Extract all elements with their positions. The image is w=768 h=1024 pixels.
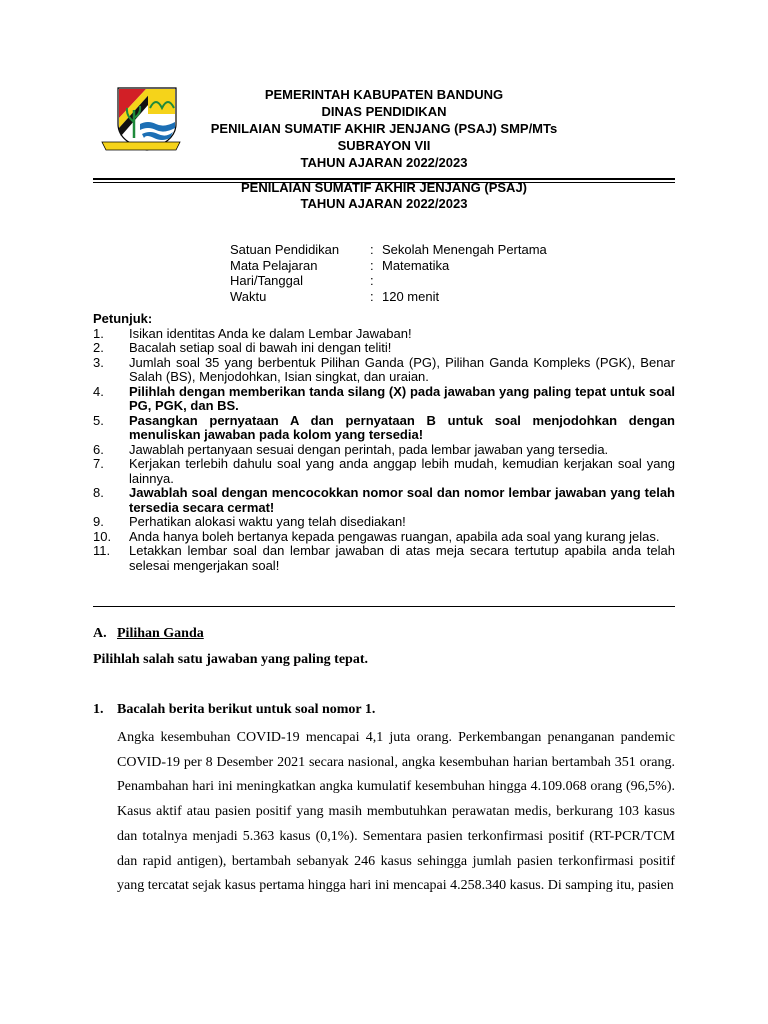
letterhead-line: PENILAIAN SUMATIF AKHIR JENJANG (PSAJ) SMP/MTs — [210, 121, 558, 136]
question-prompt — [93, 702, 375, 718]
instruction-number: 3. — [93, 354, 104, 370]
instruction-text: Jumlah soal 35 yang berbentuk Pilihan Ganda (PG), Pilihan Ganda Kompleks (PGK), Benar Salah (BS), Menjodohkan, Isian singkat, dan uraian. — [129, 354, 675, 384]
instruction-item — [93, 530, 675, 545]
letterhead — [150, 86, 618, 171]
instruction-text: Jawablah pertanyaan sesuai dengan perintah, pada lembar jawaban yang tersedia. — [129, 441, 609, 457]
question-prompt-text: Bacalah berita berikut untuk soal nomor 1. — [117, 702, 376, 717]
instruction-item — [93, 457, 675, 486]
instruction-item — [93, 515, 675, 530]
identity-value: Matematika — [382, 257, 450, 273]
letterhead-line: SUBRAYON VII — [337, 138, 431, 153]
identity-label: Waktu — [230, 288, 267, 304]
identity-colon: : — [370, 273, 374, 288]
identity-label: Satuan Pendidikan — [230, 242, 340, 257]
instruction-number: 10. — [93, 528, 112, 544]
identity-value — [382, 273, 642, 289]
instruction-number: 1. — [93, 325, 104, 341]
exam-title-line1: PENILAIAN SUMATIF AKHIR JENJANG (PSAJ) — [240, 180, 528, 195]
identity-colon: : — [370, 288, 374, 304]
instruction-number: 5. — [93, 412, 104, 428]
identity-colon: : — [370, 242, 374, 257]
instruction-item — [93, 356, 675, 385]
section-title: Pilihan Ganda — [117, 626, 204, 641]
identity-row — [230, 242, 642, 258]
instruction-item — [93, 385, 675, 414]
letterhead-line: PEMERINTAH KABUPATEN BANDUNG — [264, 87, 504, 102]
instruction-item — [93, 327, 675, 342]
letterhead-line: DINAS PENDIDIKAN — [321, 104, 447, 119]
identity-table — [230, 242, 642, 304]
letterhead-line: TAHUN AJARAN 2022/2023 — [300, 155, 468, 170]
instruction-number: 11. — [93, 543, 111, 558]
identity-value: Sekolah Menengah Pertama — [382, 242, 547, 257]
exam-title-line2: TAHUN AJARAN 2022/2023 — [300, 196, 468, 211]
instruction-text: Perhatikan alokasi waktu yang telah disediakan! — [129, 514, 406, 529]
instruction-number: 2. — [93, 340, 104, 355]
instruction-item — [93, 486, 675, 515]
instruction-item — [93, 341, 675, 356]
instructions-title: Petunjuk: — [93, 311, 153, 326]
instruction-item — [93, 544, 675, 573]
instruction-item — [93, 443, 675, 458]
section-heading — [93, 626, 204, 642]
question-passage: Angka kesembuhan COVID-19 mencapai 4,1 juta orang. Perkembangan penanganan pandemic COVID-19 per 8 Desember 2021 secara nasional, angka kesembuhan harian bertambah 351 orang. Penambahan hari ini meningkatkan angka kumulatif kesembuhan hingga 4.109.068 orang (96,5%). Kasus aktif atau pasien positif yang masih membutuhkan perawatan medis, berkurang 103 kasus dan totalnya menjadi 5.363 kasus (0,1%). Sementara pasien terkonfirmasi positif (RT-PCR/TCM dan rapid antigen), bertambah sebanyak 246 kasus sehingga jumlah pasien terkonfirmasi positif yang tercatat sejak kasus pertama hingga hari ini mencapai 4.258.340 kasus. Di samping itu, pasien — [117, 730, 675, 894]
section-instruction: Pilihlah salah satu jawaban yang paling tepat. — [93, 652, 369, 667]
identity-row — [230, 273, 642, 289]
instruction-text: Pasangkan pernyataan A dan pernyataan B untuk soal menjodohkan dengan menuliskan jawaban pada kolom yang tersedia! — [129, 412, 675, 442]
identity-label: Hari/Tanggal — [230, 273, 303, 288]
instruction-number: 8. — [93, 485, 104, 500]
identity-row — [230, 289, 642, 305]
instruction-text: Bacalah setiap soal di bawah ini dengan teliti! — [129, 340, 392, 355]
instruction-text: Isikan identitas Anda ke dalam Lembar Jawaban! — [129, 325, 412, 341]
identity-colon: : — [370, 257, 374, 273]
identity-row — [230, 258, 642, 274]
identity-label: Mata Pelajaran — [230, 257, 318, 273]
instruction-number: 6. — [93, 441, 104, 457]
instructions-divider — [93, 606, 675, 607]
instruction-number: 7. — [93, 456, 104, 471]
instruction-text: Anda hanya boleh bertanya kepada pengawas ruangan, apabila ada soal yang kurang jelas. — [129, 528, 660, 544]
instruction-text: Pilihlah dengan memberikan tanda silang (X) pada jawaban yang paling tepat untuk soal PG, PGK, dan BS. — [129, 383, 675, 413]
section-letter: A. — [93, 626, 107, 641]
question-number: 1. — [93, 702, 104, 717]
identity-value: 120 menit — [382, 288, 440, 304]
exam-title — [93, 180, 675, 212]
instruction-number: 4. — [93, 383, 104, 399]
instruction-number: 9. — [93, 514, 104, 529]
instruction-text: Letakkan lembar soal dan lembar jawaban di atas meja secara tertutup apabila anda telah selesai mengerjakan soal! — [129, 543, 675, 573]
instruction-text: Jawablah soal dengan mencocokkan nomor soal dan nomor lembar jawaban yang telah tersedia secara cermat! — [129, 485, 675, 515]
instruction-text: Kerjakan terlebih dahulu soal yang anda anggap lebih mudah, kemudian kerjakan soal yang lainnya. — [129, 456, 675, 486]
instructions — [93, 312, 675, 573]
instruction-item — [93, 414, 675, 443]
